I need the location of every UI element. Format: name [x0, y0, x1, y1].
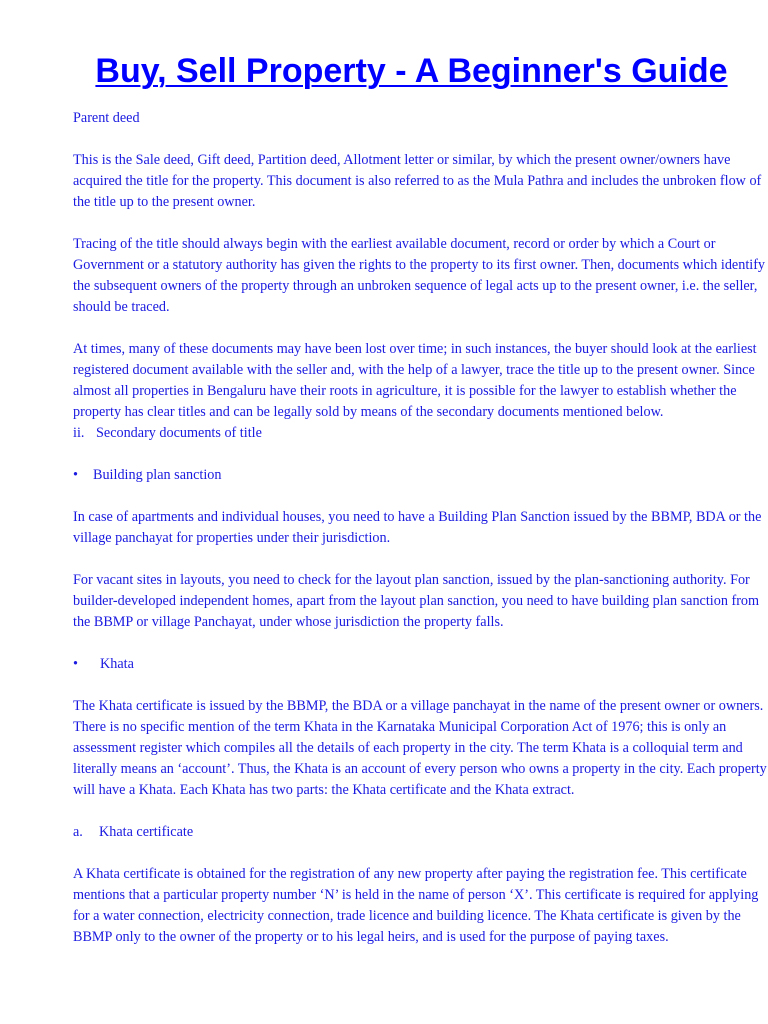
- list-marker: a.: [73, 824, 83, 840]
- building-plan-heading: [73, 465, 768, 486]
- document-body: [73, 108, 768, 948]
- spacer: [73, 129, 768, 150]
- bullet-icon: •: [73, 467, 78, 483]
- paragraph-vacant-sites: For vacant sites in layouts, you need to check for the layout plan sanction, issued by the plan-sanctioning authority. For builder-developed independent homes, apart from the layout plan sanction, you need to have building plan sanction from the BBMP or village Panchayat, under whose jurisdiction the property falls.: [73, 572, 760, 630]
- spacer: [73, 549, 768, 570]
- paragraph-khata: The Khata certificate is issued by the BBMP, the BDA or a village panchayat in the name of the present owner or owners. There is no specific mention of the term Khata in the Karnataka Municipal Corporation Act of 1976; this is only an assessment register which compiles all the details of each property in the city. The term Khata is a colloquial term and literally means an ‘account’. Thus, the Khata is an account of every person who owns a property in the city. Each property will have a Khata. Each Khata has two parts: the Khata certificate and the Khata extract.: [73, 698, 767, 798]
- paragraph-title-tracing: Tracing of the title should always begin with the earliest available document, record or order by which a Court or Government or a statutory authority has given the rights to the property to its first owner. Then, documents which identify the subsequent owners of the property through an unbroken sequence of legal acts up to the present owner, i.e. the seller, should be traced.: [73, 236, 766, 315]
- paragraph-parent-deed: This is the Sale deed, Gift deed, Partition deed, Allotment letter or similar, by which the present owner/owners have acquired the title for the property. This document is also referred to as the Mula Pathra and includes the unbroken flow of the title up to the present owner.: [73, 152, 762, 210]
- secondary-documents-heading: [73, 423, 768, 444]
- khata-label: Khata: [100, 656, 134, 672]
- paragraph-lost-documents: At times, many of these documents may have been lost over time; in such instances, the buyer should look at the earliest registered document available with the seller and, with the help of a lawyer, trace the title up to the present owner. Since almost all properties in Bengaluru have their roots in agriculture, it is possible for the lawyer to establish whether the property has clear titles and can be legally sold by means of the secondary documents mentioned below.: [73, 341, 757, 420]
- building-plan-label: Building plan sanction: [93, 467, 222, 483]
- khata-certificate-label: Khata certificate: [99, 824, 194, 840]
- spacer: [73, 318, 768, 339]
- paragraph-building-plan: In case of apartments and individual houses, you need to have a Building Plan Sanction issued by the BBMP, BDA or the village panchayat for properties under their jurisdiction.: [73, 509, 762, 546]
- spacer: [73, 843, 768, 864]
- secondary-documents-label: Secondary documents of title: [96, 425, 262, 441]
- spacer: [73, 633, 768, 654]
- spacer: [73, 675, 768, 696]
- list-marker: ii.: [73, 425, 85, 441]
- khata-heading: [73, 654, 768, 675]
- spacer: [73, 486, 768, 507]
- spacer: [73, 801, 768, 822]
- spacer: [73, 213, 768, 234]
- parent-deed-heading: Parent deed: [73, 110, 140, 126]
- paragraph-khata-certificate: A Khata certificate is obtained for the registration of any new property after paying the registration fee. This certificate mentions that a particular property number ‘N’ is held in the name of person ‘X’. This certificate is required for applying for a water connection, electricity connection, trade licence and building licence. The Khata certificate is given by the BBMP only to the owner of the property or to his legal heirs, and is used for the purpose of paying taxes.: [73, 866, 759, 945]
- khata-certificate-heading: [73, 822, 768, 843]
- spacer: [73, 444, 768, 465]
- page-title: Buy, Sell Property - A Beginner's Guide: [95, 52, 728, 90]
- bullet-icon: •: [73, 656, 78, 672]
